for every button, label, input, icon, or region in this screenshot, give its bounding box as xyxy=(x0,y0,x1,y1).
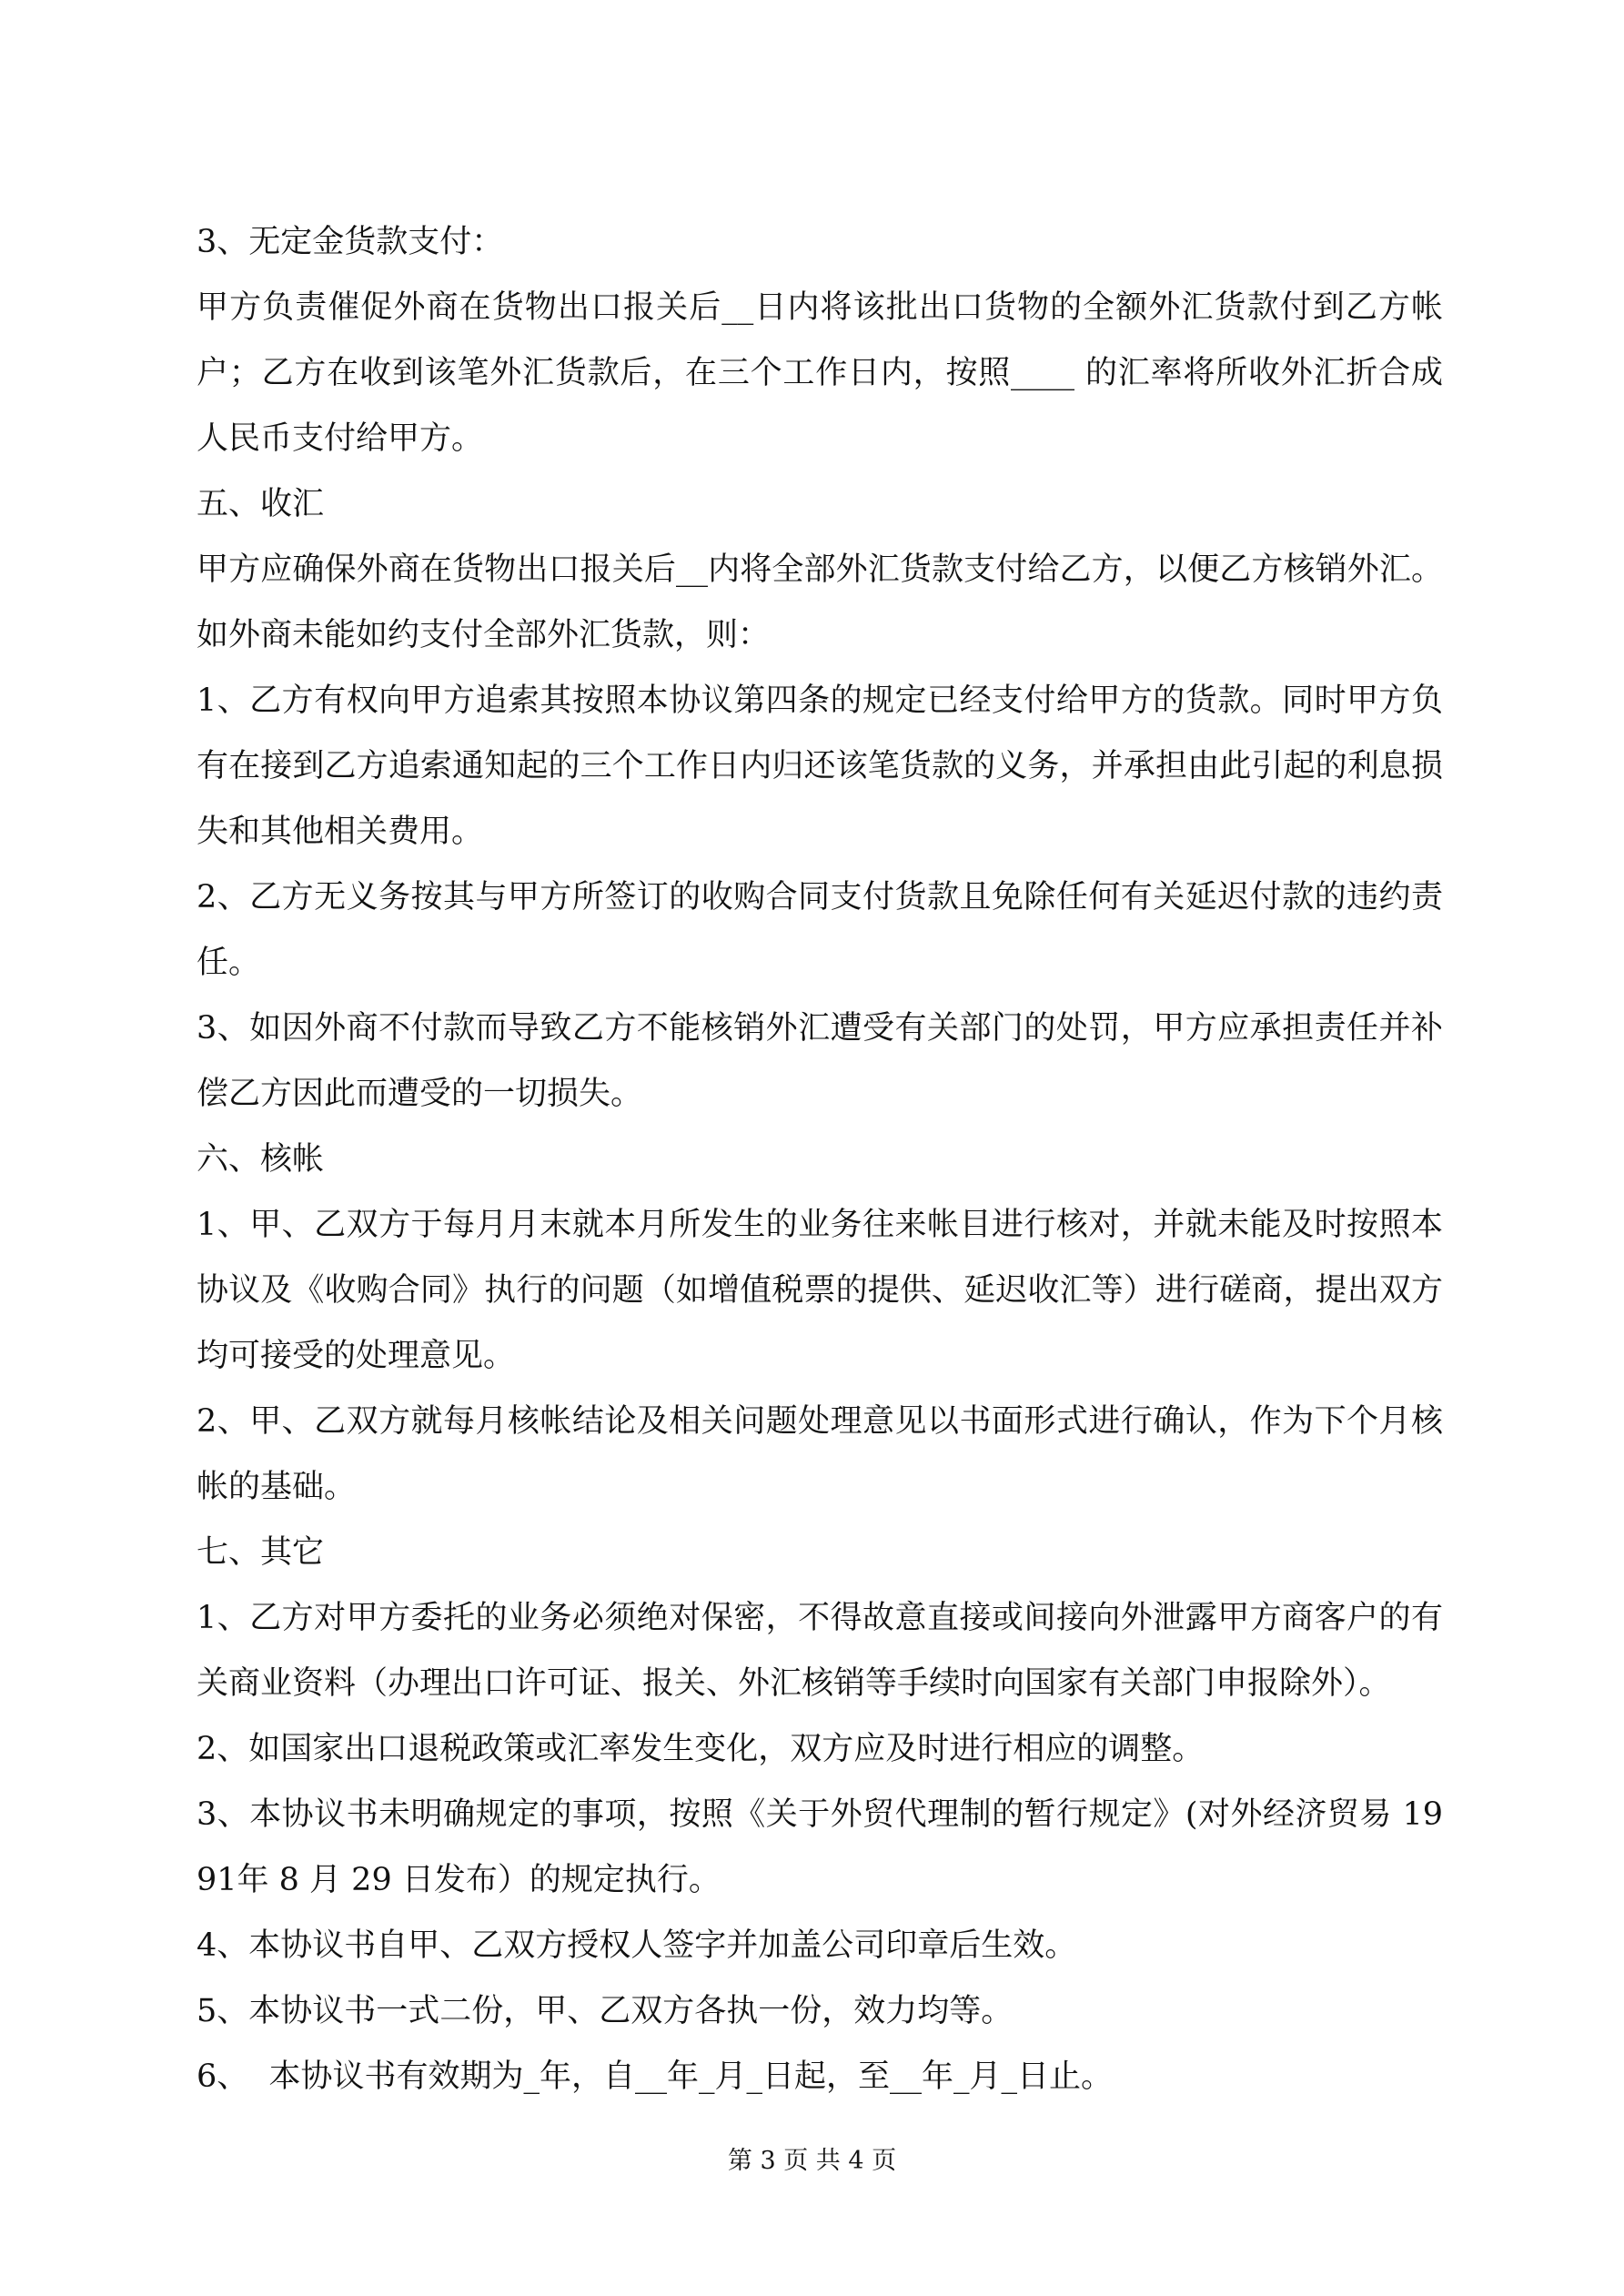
paragraph: 1、乙方对甲方委托的业务必须绝对保密，不得故意直接或间接向外泄露甲方商客户的有关商业资料（办理出口许可证、报关、外汇核销等手续时向国家有关部门申报除外）。 xyxy=(197,1600,1443,1702)
paragraph: 1、乙方有权向甲方追索其按照本协议第四条的规定已经支付给甲方的货款。同时甲方负有在接到乙方追索通知起的三个工作日内归还该笔货款的义务，并承担由此引起的利息损失和其他相关费用。 xyxy=(197,683,1443,850)
section-heading: 五、收汇 xyxy=(197,486,325,522)
paragraph: 3、如因外商不付款而导致乙方不能核销外汇遭受有关部门的处罚，甲方应承担责任并补偿乙方因此而遭受的一切损失。 xyxy=(197,1010,1443,1112)
paragraph: 2、乙方无义务按其与甲方所签订的收购合同支付货款且免除任何有关延迟付款的违约责任。 xyxy=(197,879,1443,981)
paragraph: 3、本协议书未明确规定的事项，按照《关于外贸代理制的暂行规定》(对外经济贸易 1991年 8 月 29 日发布）的规定执行。 xyxy=(197,1796,1443,1898)
paragraph: 2、甲、乙双方就每月核帐结论及相关问题处理意见以书面形式进行确认，作为下个月核帐的基础。 xyxy=(197,1403,1443,1505)
paragraph: 2、如国家出口退税政策或汇率发生变化，双方应及时进行相应的调整。 xyxy=(197,1731,1205,1767)
paragraph: 甲方应确保外商在货物出口报关后__内将全部外汇货款支付给乙方，以便乙方核销外汇。如外商未能如约支付全部外汇货款，则： xyxy=(197,551,1443,653)
paragraph: 1、甲、乙双方于每月月末就本月所发生的业务往来帐目进行核对，并就未能及时按照本协议及《收购合同》执行的问题（如增值税票的提供、延迟收汇等）进行磋商，提出双方均可接受的处理意见。 xyxy=(197,1207,1443,1374)
paragraph: 4、本协议书自甲、乙双方授权人签字并加盖公司印章后生效。 xyxy=(197,1927,1077,1964)
paragraph: 6、 本协议书有效期为_年，自__年_月_日起，至__年_月_日止。 xyxy=(197,2058,1114,2095)
paragraph: 5、本协议书一式二份，甲、乙双方各执一份，效力均等。 xyxy=(197,1993,1014,2029)
document-body xyxy=(197,209,1443,2109)
section-heading: 六、核帐 xyxy=(197,1141,325,1178)
paragraph: 3、无定金货款支付： xyxy=(197,224,504,260)
page-number-footer: 第 3 页 共 4 页 xyxy=(727,2147,897,2175)
paragraph: 甲方负责催促外商在货物出口报关后__日内将该批出口货物的全额外汇货款付到乙方帐户；乙方在收到该笔外汇货款后，在三个工作日内，按照____ 的汇率将所收外汇折合成人民币支付给甲方。 xyxy=(197,289,1443,457)
section-heading: 七、其它 xyxy=(197,1534,325,1571)
